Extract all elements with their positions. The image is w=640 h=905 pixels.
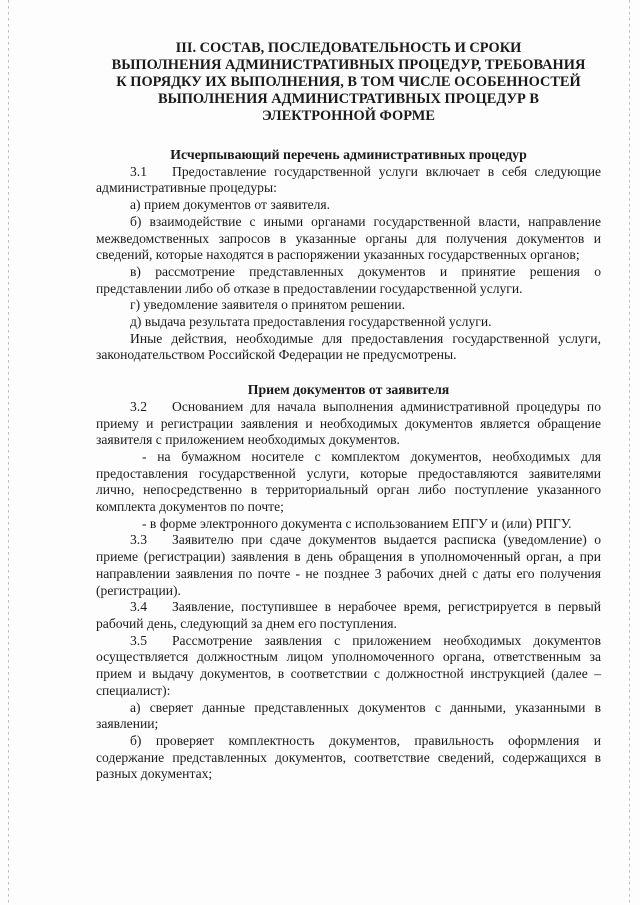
bullet-item: - на бумажном носителе с комплектом документов, необходимых для предоставления государственной услуги, которые предоставляются заявителями лично, непосредственно в территориальный орган либо поступление указанного комплекта документов по почте;: [96, 448, 601, 515]
chapter-title-line: ВЫПОЛНЕНИЯ АДМИНИСТРАТИВНЫХ ПРОЦЕДУР, ТРЕБОВАНИЯ: [111, 57, 586, 73]
scan-edge-left: [8, 0, 9, 905]
list-item: а) сверяет данные представленных документов с данными, указанными в заявлении;: [96, 699, 601, 732]
chapter-title-line: К ПОРЯДКУ ИХ ВЫПОЛНЕНИЯ, В ТОМ ЧИСЛЕ ОСОБЕННОСТЕЙ: [116, 74, 581, 90]
paragraph-text: Заявление, поступившее в нерабочее время, регистрируется в первый рабочий день, следующий за днем его поступления.: [96, 599, 601, 631]
section-heading-procedures: Исчерпывающий перечень административных процедур: [170, 147, 527, 162]
paragraph-number: 3.2: [130, 398, 147, 414]
paragraph-number: 3.4: [130, 599, 147, 615]
list-item: в) рассмотрение представленных документов и принятие решения о представлении либо об отказе в предоставлении государственной услуги.: [96, 263, 601, 296]
paragraph-3-5: [96, 633, 601, 700]
paragraph-number: 3.3: [130, 532, 147, 548]
list-item: б) проверяет комплектность документов, правильность оформления и содержание представленных документов, соответствие сведений, содержащихся в разных документах;: [96, 732, 601, 782]
paragraph-number: 3.5: [130, 632, 147, 648]
chapter-title-line: ВЫПОЛНЕНИЯ АДМИНИСТРАТИВНЫХ ПРОЦЕДУР В: [157, 91, 540, 107]
paragraph-other-actions: Иные действия, необходимые для предоставления государственной услуги, законодательством Российской Федерации не предусмотрены.: [96, 330, 601, 363]
chapter-title-line: III. СОСТАВ, ПОСЛЕДОВАТЕЛЬНОСТЬ И СРОКИ: [175, 40, 522, 56]
chapter-title: [96, 40, 601, 125]
paragraph-text: Основанием для начала выполнения административной процедуры по приему и регистрации заявления и необходимых документов является обращение заявителя с приложением необходимых документов.: [96, 398, 601, 448]
chapter-title-line: ЭЛЕКТРОННОЙ ФОРМЕ: [262, 108, 435, 124]
paragraph-number: 3.1: [130, 163, 147, 179]
list-item: д) выдача результата предоставления государственной услуги.: [130, 314, 492, 330]
page-content: [96, 40, 601, 783]
paragraph-3-2: [96, 399, 601, 449]
paragraph-text: Заявителю при сдаче документов выдается расписка (уведомление) о приеме (регистрации) заявления в день обращения в уполномоченный орган, а при направлении заявления по почте - не позднее 3 рабочих дней с даты его получения (регистрации).: [96, 532, 601, 598]
list-item: г) уведомление заявителя о принятом решении.: [130, 297, 406, 313]
list-item: а) прием документов от заявителя.: [130, 197, 331, 213]
paragraph-3-1: [96, 164, 601, 197]
paragraph-3-3: [96, 532, 601, 599]
section-heading-reception: Прием документов от заявителя: [247, 382, 450, 398]
paragraph-3-4: [96, 599, 601, 632]
scan-edge-right: [629, 0, 630, 905]
bullet-item: - в форме электронного документа с использованием ЕПГУ и (или) РПГУ.: [142, 515, 572, 531]
paragraph-text: Рассмотрение заявления с приложением необходимых документов осуществляется должностным лицом уполномоченного органа, ответственным за прием и выдачу документов, в соответствии с должностной инструкцией (далее – специалист):: [96, 632, 601, 698]
list-item: б) взаимодействие с иными органами государственной власти, направление межведомственных запросов в указанные органы для получения документов и сведений, которые находятся в распоряжении указанных государственных органов;: [96, 213, 601, 263]
paragraph-text: Предоставление государственной услуги включает в себя следующие административные процедуры:: [96, 163, 601, 196]
